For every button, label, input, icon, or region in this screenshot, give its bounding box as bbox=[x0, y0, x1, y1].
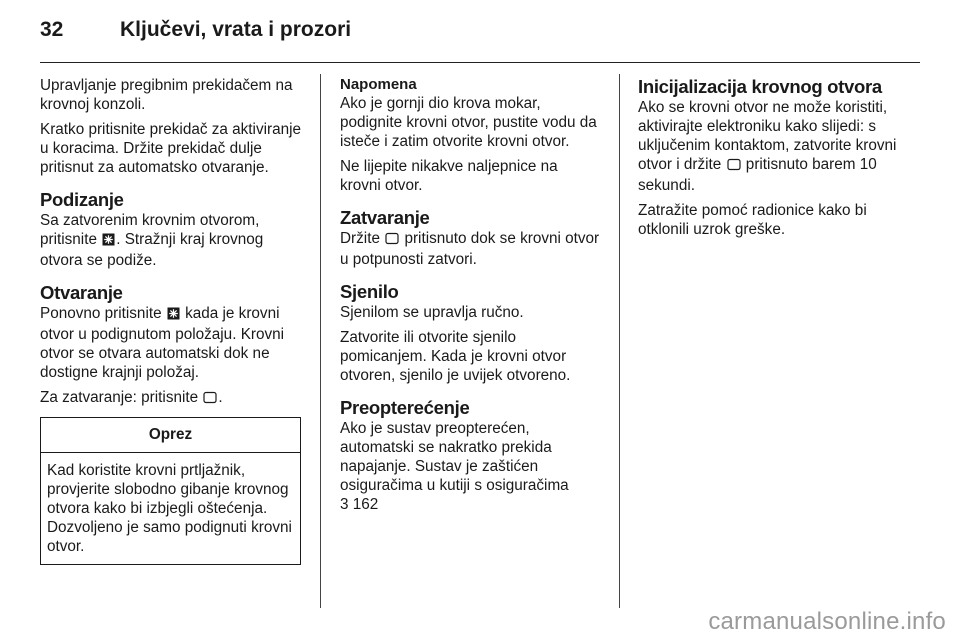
caution-text: Kad koristite krovni prtljažnik, provjerite slobodno gibanje krovnog otvora kako bi izbjegli oštećenja. Dozvoljeno je samo podignuti krovni otvor. bbox=[47, 462, 292, 555]
page-number: 32 bbox=[40, 18, 64, 41]
sjenilo-paragraph-2: Zatvorite ili otvorite sjenilo pomicanjem. Kada je krovni otvor otvoren, sjenilo je uvijek otvoreno. bbox=[340, 329, 571, 384]
podizanje-text: Sa zatvorenim krovnim otvorom, pritisnite . Stražnji kraj krovnog otvora se podiže. bbox=[40, 212, 264, 269]
page-reference-arrow: 3 bbox=[340, 496, 349, 513]
note-title: Napomena bbox=[340, 76, 417, 93]
stickers-text: Ne lijepite nikakve naljepnice na krovni otvor. bbox=[340, 158, 558, 194]
column-divider-1 bbox=[320, 74, 321, 608]
zatvaranje-text: Držite pritisnuto dok se krovni otvor u potpunosti zatvori. bbox=[340, 230, 600, 268]
header-divider bbox=[40, 62, 920, 63]
note-text: Ako je gornji dio krova mokar, podignite krovni otvor, pustite vodu da isteče i zatim otvorite krovni otvor. bbox=[340, 95, 597, 150]
page-title: Ključevi, vrata i prozori bbox=[120, 18, 352, 41]
column-divider-2 bbox=[619, 74, 620, 608]
inicijalizacija-text: Ako se krovni otvor ne može koristiti, aktivirajte elektroniku kako slijedi: s uključenim kontaktom, zatvorite krovni otvor i držite pritisnuto barem 10 sekundi. bbox=[638, 99, 897, 194]
caution-box bbox=[40, 417, 301, 565]
sunroof-tilt-icon bbox=[102, 232, 115, 251]
sunroof-close-icon bbox=[385, 231, 399, 250]
otvaranje-text: Ponovno pritisnite kada je krovni otvor u podignutom položaju. Krovni otvor se otvara automatski dok ne dostigne krajnji položaj. bbox=[40, 305, 285, 381]
workshop-text: Zatražite pomoć radionice kako bi otklonili uzrok greške. bbox=[638, 202, 867, 238]
column-1 bbox=[40, 76, 306, 565]
caution-body bbox=[41, 453, 300, 564]
section-heading-podizanje: Podizanje bbox=[40, 189, 124, 210]
page-header bbox=[40, 18, 920, 58]
section-heading-zatvaranje: Zatvaranje bbox=[340, 207, 430, 228]
intro-paragraph-2: Kratko pritisnite prekidač za aktiviranje u koracima. Držite prekidač dulje pritisnut za automatsko otvaranje. bbox=[40, 121, 302, 176]
preopterecenje-text: Ako je sustav preopterećen, automatski se nakratko prekida napajanje. Sustav je zaštićen osiguračima u kutiji s osiguračima 3 162 bbox=[340, 420, 569, 513]
column-3 bbox=[638, 76, 910, 245]
section-heading-otvaranje: Otvaranje bbox=[40, 282, 123, 303]
intro-paragraph-1: Upravljanje pregibnim prekidačem na krovnoj konzoli. bbox=[40, 77, 293, 113]
section-heading-sjenilo: Sjenilo bbox=[340, 281, 399, 302]
sunroof-close-icon bbox=[727, 157, 741, 176]
watermark: carmanualsonline.info bbox=[708, 608, 946, 635]
column-2 bbox=[340, 76, 602, 520]
caution-title: Oprez bbox=[41, 418, 300, 453]
sjenilo-paragraph-1: Sjenilom se upravlja ručno. bbox=[340, 304, 524, 321]
sunroof-tilt-icon bbox=[167, 306, 180, 325]
section-heading-inicijalizacija: Inicijalizacija krovnog otvora bbox=[638, 76, 882, 97]
sunroof-close-icon bbox=[203, 390, 217, 409]
section-heading-preopterecenje: Preopterećenje bbox=[340, 397, 470, 418]
page-reference-link[interactable]: 162 bbox=[348, 496, 379, 513]
zatvaranje-instruction: Za zatvaranje: pritisnite . bbox=[40, 388, 306, 409]
